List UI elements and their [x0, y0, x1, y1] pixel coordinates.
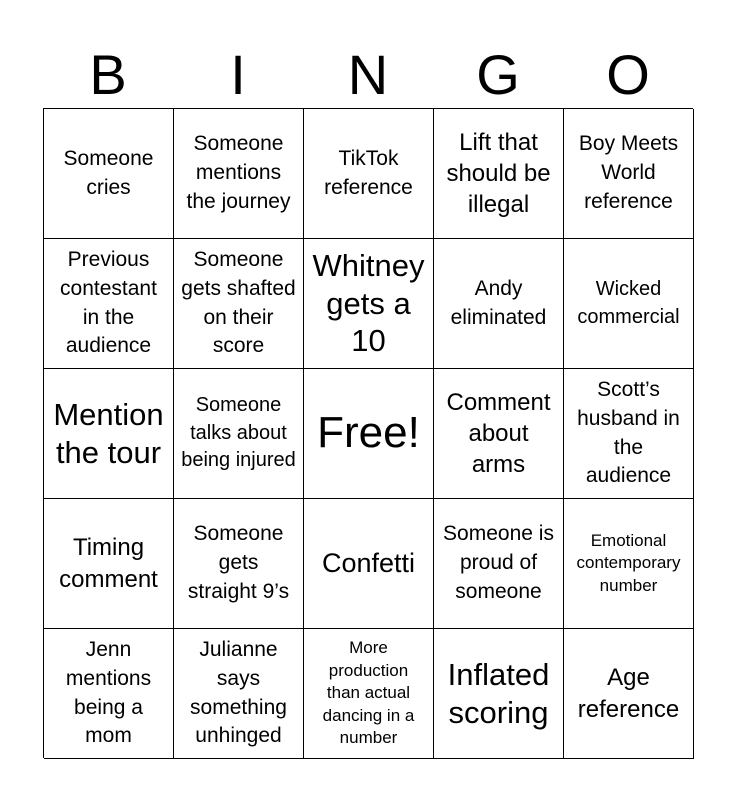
header-letter-i: I	[230, 43, 246, 106]
cell-text: Mention the tour	[53, 396, 164, 470]
cell-text: Emotional contemporary number	[576, 530, 681, 595]
cell-text: Lift that should be illegal	[446, 128, 551, 219]
bingo-cell[interactable]	[434, 499, 564, 629]
cell-text: Someone is proud of someone	[443, 522, 554, 603]
cell-text: Someone gets shafted on their score	[181, 247, 296, 358]
cell-text: Scott’s husband in the audience	[577, 377, 680, 488]
bingo-cell[interactable]	[564, 499, 694, 629]
cell-text: Andy eliminated	[450, 276, 547, 329]
bingo-cell[interactable]	[44, 109, 174, 239]
header-letter-g: G	[476, 43, 520, 106]
header-letter-o: O	[606, 43, 650, 106]
bingo-cell[interactable]	[564, 369, 694, 499]
cell-text: TikTok reference	[324, 146, 413, 199]
bingo-cell[interactable]	[564, 109, 694, 239]
header-letter-b: B	[89, 43, 127, 106]
bingo-cell[interactable]	[174, 629, 304, 759]
cell-text: Someone mentions the journey	[186, 132, 291, 213]
bingo-cell[interactable]	[304, 239, 434, 369]
bingo-cell[interactable]	[434, 239, 564, 369]
cell-text: Whitney gets a 10	[312, 247, 425, 359]
bingo-cell[interactable]	[564, 239, 694, 369]
bingo-cell[interactable]	[304, 109, 434, 239]
bingo-cell[interactable]	[174, 369, 304, 499]
cell-text: Timing comment	[59, 534, 158, 593]
bingo-cell[interactable]	[564, 629, 694, 759]
cell-text: More production than actual dancing in a number	[322, 637, 415, 748]
bingo-cell[interactable]	[434, 109, 564, 239]
bingo-cell[interactable]	[304, 369, 434, 499]
bingo-cell[interactable]	[44, 629, 174, 759]
cell-text: Comment about arms	[446, 388, 551, 479]
free-space-label: Free!	[317, 408, 420, 458]
bingo-cell[interactable]	[434, 629, 564, 759]
cell-text: Someone talks about being injured	[181, 394, 296, 472]
bingo-cell[interactable]	[304, 499, 434, 629]
bingo-cell[interactable]	[44, 369, 174, 499]
bingo-cell[interactable]	[434, 369, 564, 499]
bingo-cell[interactable]	[174, 109, 304, 239]
bingo-cell[interactable]	[174, 499, 304, 629]
cell-text: Inflated scoring	[447, 656, 550, 730]
cell-text: Someone gets straight 9’s	[187, 522, 290, 603]
cell-text: Age reference	[577, 664, 680, 723]
cell-text: Wicked commercial	[577, 277, 680, 328]
cell-text: Boy Meets World reference	[578, 132, 679, 213]
cell-text: Julianne says something unhinged	[190, 637, 287, 748]
bingo-header	[43, 42, 693, 108]
bingo-cell[interactable]	[304, 629, 434, 759]
cell-text: Previous contestant in the audience	[60, 247, 157, 358]
cell-text: Confetti	[321, 547, 416, 578]
header-letter-n: N	[347, 43, 389, 106]
cell-text: Someone cries	[63, 146, 154, 199]
bingo-board	[43, 108, 693, 758]
bingo-cell[interactable]	[44, 499, 174, 629]
bingo-cell[interactable]	[44, 239, 174, 369]
bingo-cell[interactable]	[174, 239, 304, 369]
cell-text: Jenn mentions being a mom	[65, 637, 152, 748]
